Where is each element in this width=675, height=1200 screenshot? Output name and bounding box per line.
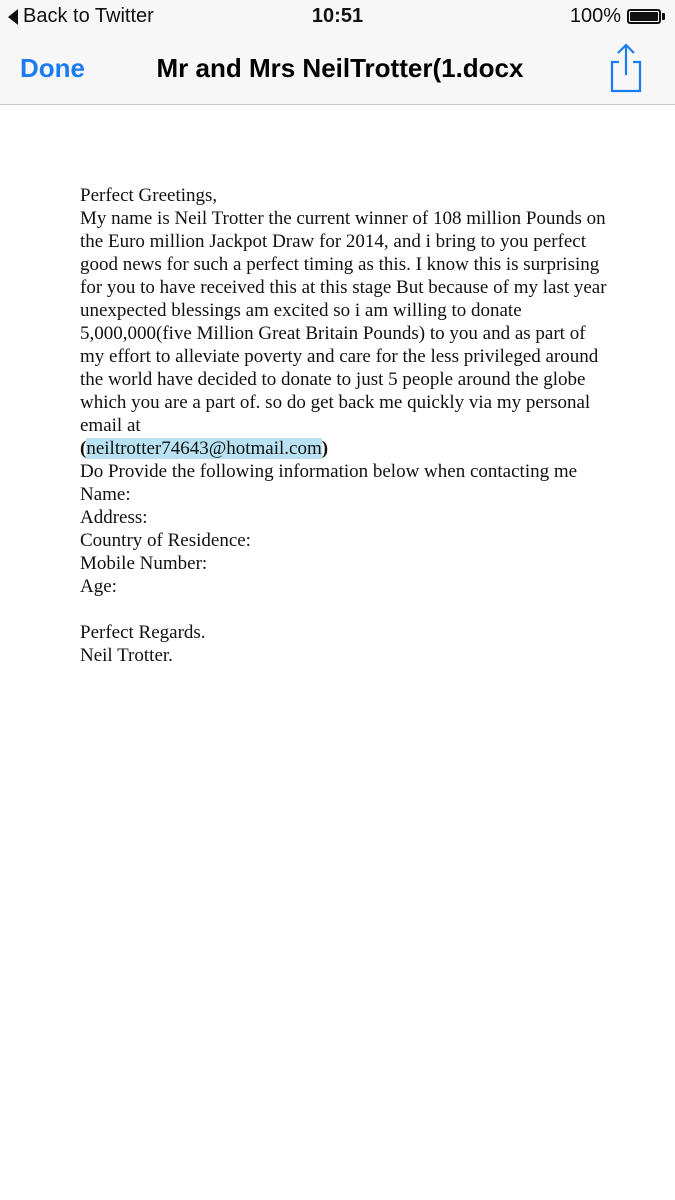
field-age: Age: bbox=[80, 576, 117, 597]
paragraph-spacer bbox=[80, 598, 610, 621]
field-address: Address: bbox=[80, 507, 148, 528]
closing: Perfect Regards. bbox=[80, 622, 206, 643]
status-time: 10:51 bbox=[311, 5, 364, 27]
letter-body: My name is Neil Trotter the current winner of 108 million Pounds on the Euro million Jackpot Draw for 2014, and i bring to you perfect good news for such a perfect timing as this. I know this is surprising for you to have received this at this stage But because of my last year unexpected blessings am excited so i am willing to donate 5,000,000(five Million Great Britain Pounds) to you and as part of my effort to alleviate poverty and care for the less privileged around the world have decided to donate to just 5 people around the globe which you are a part of. so do get back me quickly via my personal email at bbox=[80, 208, 607, 436]
email-open-paren: ( bbox=[80, 438, 87, 459]
field-mobile: Mobile Number: bbox=[80, 553, 208, 574]
email-link[interactable]: neiltrotter74643@hotmail.com bbox=[86, 438, 322, 459]
share-icon bbox=[606, 43, 646, 93]
email-close-paren: ) bbox=[321, 438, 329, 459]
done-button[interactable]: Done bbox=[20, 53, 85, 83]
battery-fill bbox=[630, 12, 658, 21]
greeting: Perfect Greetings, bbox=[80, 185, 218, 206]
document-content bbox=[80, 184, 610, 667]
field-name: Name: bbox=[80, 484, 131, 505]
field-country: Country of Residence: bbox=[80, 530, 251, 551]
back-label: Back to Twitter bbox=[23, 5, 154, 27]
status-bar bbox=[0, 0, 675, 34]
document-title: Mr and Mrs NeilTrotter(1.docx bbox=[156, 53, 524, 83]
battery-tip bbox=[662, 13, 665, 20]
navigation-bar bbox=[0, 34, 675, 105]
email-line bbox=[80, 437, 610, 460]
share-button[interactable] bbox=[606, 43, 646, 93]
instructions: Do Provide the following information below when contacting me bbox=[80, 461, 578, 482]
battery-indicator bbox=[570, 5, 665, 28]
battery-percent: 100% bbox=[569, 5, 621, 27]
battery-icon bbox=[627, 9, 661, 24]
signature: Neil Trotter. bbox=[80, 645, 173, 666]
